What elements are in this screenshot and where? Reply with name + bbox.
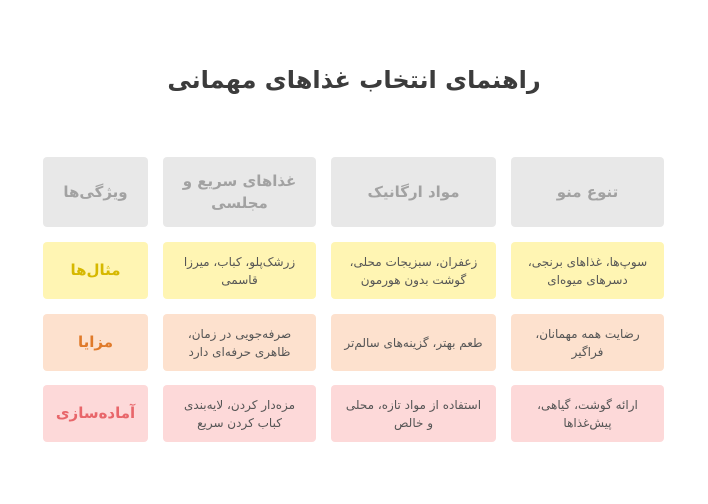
row-label-preparation: آماده‌سازی [43, 385, 148, 442]
examples-menu-variety: سوپ‌ها، غذاهای برنجی، دسرهای میوه‌ای [511, 242, 664, 299]
advantages-fast-formal-foods: صرفه‌جویی در زمان، ظاهری حرفه‌ای دارد [163, 314, 316, 371]
header-fast-formal-foods: غذاهای سریع و مجلسی [163, 157, 316, 227]
header-menu-variety: تنوع منو [511, 157, 664, 227]
preparation-organic-ingredients: استفاده از مواد تازه، محلی و خالص [331, 385, 496, 442]
examples-fast-formal-foods: زرشک‌پلو، کباب، میرزا قاسمی [163, 242, 316, 299]
preparation-menu-variety: ارائه گوشت، گیاهی، پیش‌غذاها [511, 385, 664, 442]
preparation-fast-formal-foods: مزه‌دار کردن، لایه‌بندی کباب کردن سریع [163, 385, 316, 442]
header-organic-ingredients: مواد ارگانیک [331, 157, 496, 227]
row-label-examples: مثال‌ها [43, 242, 148, 299]
page-title: راهنمای انتخاب غذاهای مهمانی [167, 66, 541, 94]
examples-organic-ingredients: زعفران، سبزیجات محلی، گوشت بدون هورمون [331, 242, 496, 299]
header-features: ویژگی‌ها [43, 157, 148, 227]
row-label-advantages: مزایا [43, 314, 148, 371]
advantages-menu-variety: رضایت همه مهمانان، فراگیر [511, 314, 664, 371]
advantages-organic-ingredients: طعم بهتر، گزینه‌های سالم‌تر [331, 314, 496, 371]
